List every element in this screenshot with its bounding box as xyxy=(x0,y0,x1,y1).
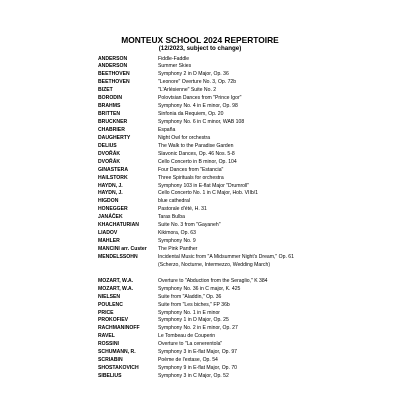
work-title xyxy=(158,310,220,318)
work-title-line: Symphony No. 4 in E minor, Op. 98 xyxy=(158,103,238,110)
repertoire-row xyxy=(0,111,400,119)
composer-name: BIZET xyxy=(98,87,113,94)
work-title xyxy=(158,127,175,135)
work-title xyxy=(158,190,258,198)
work-title xyxy=(158,175,224,183)
work-title xyxy=(158,325,238,333)
work-title-line: Suite No. 3 from "Gayaneh" xyxy=(158,222,221,229)
work-title-line: "Leonore" Overture No. 3, Op. 72b xyxy=(158,79,237,86)
repertoire-row xyxy=(0,341,400,349)
work-title xyxy=(158,230,196,238)
work-title xyxy=(158,373,229,381)
work-title-line: Summer Skies xyxy=(158,63,192,70)
composer-name: MAHLER xyxy=(98,238,120,245)
repertoire-row xyxy=(0,246,400,254)
work-title xyxy=(158,135,210,143)
repertoire-row xyxy=(0,230,400,238)
composer-name: MOZART, W.A. xyxy=(98,285,134,292)
composer-name: GINASTERA xyxy=(98,166,128,173)
work-title xyxy=(158,246,197,254)
work-title xyxy=(158,119,244,127)
work-title xyxy=(158,254,294,270)
work-title xyxy=(158,286,240,294)
work-title-line: Symphony 1 in D Major, Op. 25 xyxy=(158,317,229,324)
work-title xyxy=(158,95,241,103)
composer-name: HAYDN, J. xyxy=(98,190,123,197)
repertoire-row xyxy=(0,198,400,206)
composer-name: PRICE xyxy=(98,309,114,316)
work-title-line: Overture to "La cenerentola" xyxy=(158,341,223,348)
work-title-line: Symphony No. 6 in C minor, WAB 108 xyxy=(158,119,245,125)
work-title xyxy=(158,333,215,341)
repertoire-row xyxy=(0,317,400,325)
work-title-line: Overture to "Abduction from the Seraglio," K 384 xyxy=(158,277,268,284)
repertoire-row xyxy=(0,254,400,278)
work-title-line: The Walk to the Paradise Garden xyxy=(158,142,234,149)
repertoire-row xyxy=(0,286,400,294)
work-title-line: Incidental Music from "A Midsummer Night's Dream," Op. 61 xyxy=(158,253,294,260)
work-title xyxy=(158,317,229,325)
repertoire-row xyxy=(0,190,400,198)
work-title xyxy=(158,198,190,206)
composer-name: MENDELSSOHN xyxy=(98,253,138,260)
repertoire-row xyxy=(0,95,400,103)
repertoire-row xyxy=(0,310,400,318)
repertoire-row xyxy=(0,222,400,230)
composer-name: MANCINI arr. Custer xyxy=(98,246,147,252)
work-title-line: Taras Bulba xyxy=(158,214,185,221)
work-title xyxy=(158,167,223,175)
repertoire-row xyxy=(0,159,400,167)
repertoire-row xyxy=(0,71,400,79)
work-title-line: The Pink Panther xyxy=(158,246,198,252)
composer-name: SCRIABIN xyxy=(98,357,123,364)
work-title xyxy=(158,302,230,310)
work-title-line: Sinfonia da Requiem, Op. 20 xyxy=(158,111,224,118)
repertoire-row xyxy=(0,175,400,183)
document-title: MONTEUX SCHOOL 2024 REPERTOIRE xyxy=(121,35,279,45)
repertoire-row xyxy=(0,127,400,135)
work-title xyxy=(158,349,237,357)
composer-name: ANDERSON xyxy=(98,55,128,62)
work-title-line: Pastorale d'été, H. 31 xyxy=(158,206,207,213)
composer-name: BRAHMS xyxy=(98,103,121,110)
work-title xyxy=(158,63,191,71)
composer-name: DELIUS xyxy=(98,142,117,149)
repertoire-row xyxy=(0,325,400,333)
repertoire-row xyxy=(0,135,400,143)
work-title-line: Slavonic Dances, Op. 46 Nos. 5-8 xyxy=(158,150,235,157)
repertoire-row xyxy=(0,151,400,159)
work-title-line: Cello Concerto No. 1 in C Major, Hob. VIIb/1 xyxy=(158,190,258,197)
document-subtitle: (12/2023, subject to change) xyxy=(158,45,242,52)
work-title-line: Night Owl for orchestra xyxy=(158,134,211,141)
composer-name: DVOŘÁK xyxy=(98,158,121,165)
composer-name: ANDERSON xyxy=(98,63,128,70)
repertoire-row xyxy=(0,119,400,127)
composer-name: CHABRIER xyxy=(98,126,125,133)
work-detail-line: (Scherzo, Nocturne, Intermezzo, Wedding March) xyxy=(158,261,271,268)
composer-name: PROKOFIEV xyxy=(98,317,129,324)
work-title-line: Symphony No. 2 in E minor, Op. 27 xyxy=(158,325,238,332)
composer-name: HAILSTORK xyxy=(98,174,128,181)
composer-name: POULENC xyxy=(98,301,123,308)
work-title xyxy=(158,183,249,191)
composer-name: BEETHOVEN xyxy=(98,71,130,78)
composer-name: NIELSEN xyxy=(98,293,121,300)
work-title xyxy=(158,111,223,119)
work-title-line: Cello Concerto in B minor, Op. 104 xyxy=(158,158,237,165)
composer-name: HONEGGER xyxy=(98,206,128,213)
repertoire-row xyxy=(0,63,400,71)
work-title xyxy=(158,278,268,286)
work-title xyxy=(158,294,221,302)
composer-name: JANÁČEK xyxy=(98,214,123,221)
work-title xyxy=(158,214,185,222)
work-title xyxy=(158,151,235,159)
composer-name: BRUCKNER xyxy=(98,119,128,125)
composer-name: LIADOV xyxy=(98,230,118,237)
composer-name: SIBELIUS xyxy=(98,373,122,380)
work-title-line: Poème de l'extase, Op. 54 xyxy=(158,357,218,364)
work-title xyxy=(158,206,207,214)
work-title xyxy=(158,71,229,79)
repertoire-row xyxy=(0,302,400,310)
repertoire-row xyxy=(0,79,400,87)
work-title-line: Suite from "Aladdin," Op. 36 xyxy=(158,293,222,300)
work-title xyxy=(158,159,237,167)
work-title-line: "L'Arlésienne" Suite No. 2 xyxy=(158,87,217,94)
work-title-line: Le Tombeau de Couperin xyxy=(158,333,216,340)
composer-name: DVOŘÁK xyxy=(98,150,121,157)
repertoire-row xyxy=(0,56,400,64)
work-title xyxy=(158,143,233,151)
work-title-line: Symphony 3 in E-flat Major, Op. 97 xyxy=(158,349,237,356)
composer-name: DAUGHERTY xyxy=(98,134,131,141)
composer-name: RAVEL xyxy=(98,333,115,340)
work-title-line: Symphony 3 in C Major, Op. 52 xyxy=(158,373,229,380)
work-title-line: Four Dances from "Estancia" xyxy=(158,166,224,173)
repertoire-row xyxy=(0,373,400,381)
work-title xyxy=(158,79,236,87)
repertoire-row xyxy=(0,214,400,222)
work-title-line: Kikimora, Op. 63 xyxy=(158,230,196,237)
work-title xyxy=(158,56,189,64)
work-title xyxy=(158,357,218,365)
repertoire-row xyxy=(0,103,400,111)
repertoire-row xyxy=(0,357,400,365)
work-title-line: Symphony No. 36 in C major, K. 425 xyxy=(158,285,241,292)
composer-name: ROSSINI xyxy=(98,341,119,348)
composer-name: SHOSTAKOVICH xyxy=(98,365,139,372)
composer-name: BRITTEN xyxy=(98,111,121,118)
work-title-line: Symphony 2 in D Major, Op. 36 xyxy=(158,71,229,78)
composer-name: KHACHATURIAN xyxy=(98,222,139,229)
work-title xyxy=(158,103,238,111)
repertoire-list xyxy=(0,56,400,381)
composer-name: HIGDON xyxy=(98,198,119,205)
composer-name: RACHMANINOFF xyxy=(98,325,140,332)
work-title xyxy=(158,87,216,95)
work-title-line: Suite from "Les biches," FP 36b xyxy=(158,301,230,308)
composer-name: HAYDN, J. xyxy=(98,182,123,189)
repertoire-row xyxy=(0,294,400,302)
composer-name: BORODIN xyxy=(98,95,123,102)
work-title xyxy=(158,365,237,373)
repertoire-row xyxy=(0,87,400,95)
composer-name: SCHUMANN, R. xyxy=(98,349,136,356)
work-title-line: Fiddle-Faddle xyxy=(158,55,190,62)
work-title-line: Symphony No. 9 xyxy=(158,238,196,245)
work-title-line: Polovtsian Dances from "Prince Igor" xyxy=(158,95,242,102)
repertoire-row xyxy=(0,206,400,214)
repertoire-row xyxy=(0,143,400,151)
composer-name: MOZART, W.A. xyxy=(98,277,134,284)
repertoire-row xyxy=(0,349,400,357)
work-title-line: España xyxy=(158,126,176,133)
composer-name: BEETHOVEN xyxy=(98,79,130,86)
work-title xyxy=(158,222,221,230)
work-title-line: Symphony 103 in E-flat Major "Drumroll" xyxy=(158,182,250,189)
repertoire-row xyxy=(0,333,400,341)
repertoire-row xyxy=(0,365,400,373)
repertoire-row xyxy=(0,183,400,191)
work-title-line: Three Spirituals for orchestra xyxy=(158,174,224,181)
work-title-line: Symphony No. 1 in E minor xyxy=(158,309,221,316)
repertoire-row xyxy=(0,167,400,175)
work-title-line: Symphony 9 in E-flat Major, Op. 70 xyxy=(158,365,237,372)
repertoire-row xyxy=(0,238,400,246)
work-title-line: blue cathedral xyxy=(158,198,191,205)
work-title xyxy=(158,238,196,246)
work-title xyxy=(158,341,222,349)
repertoire-row xyxy=(0,278,400,286)
